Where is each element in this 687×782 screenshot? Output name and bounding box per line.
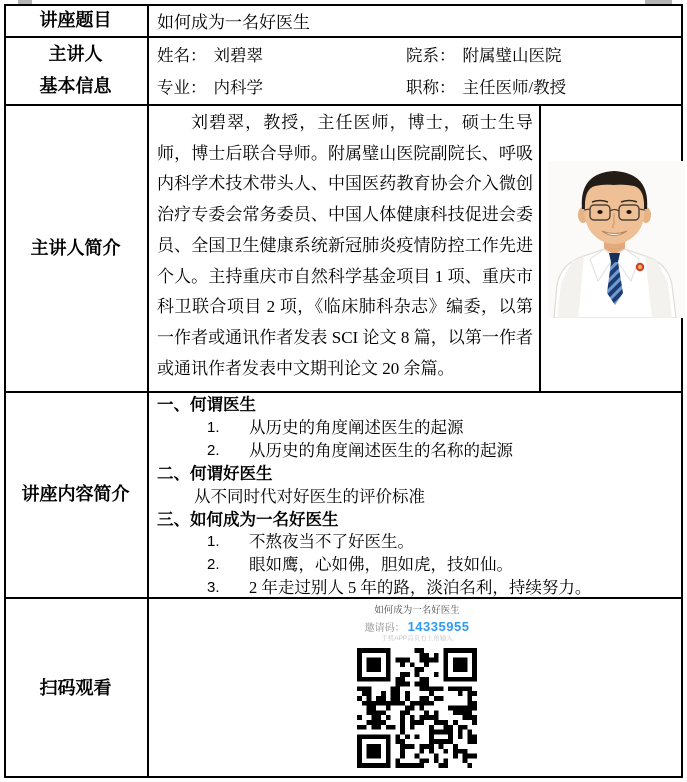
speaker-photo: [548, 161, 685, 318]
field-name: 姓名： 刘碧翠: [157, 46, 263, 65]
qr-section: [149, 597, 685, 778]
info-line-2: [149, 70, 683, 102]
outline-heading-1: 一、何谓医生: [157, 395, 256, 414]
outline-plain-item: 从不同时代对好医生的评价标准: [194, 486, 425, 506]
outline-item: 2. 从历史的角度阐述医生的名称的起源: [207, 440, 513, 460]
lecture-content-label: 讲座内容简介: [21, 484, 130, 504]
outline-item: 1. 从历史的角度阐述医生的起源: [207, 417, 464, 437]
lecture-title-label: 讲座题目: [39, 10, 112, 30]
outline-heading-2: 二、何谓好医生: [157, 463, 273, 483]
info-line-1: [149, 38, 683, 70]
invite-code-value: 14335955: [407, 619, 470, 634]
qr-lecture-title: 如何成为一名好医生: [374, 605, 460, 616]
speaker-photo-cell: [541, 106, 685, 391]
qr-hint-text: 手机APP首页右上角输入: [381, 635, 453, 642]
speaker-bio-label: 主讲人简介: [30, 237, 121, 258]
speaker-info-cell: [149, 36, 683, 104]
speaker-info-label: 主讲人 基本信息: [39, 44, 112, 96]
field-major: 专业： 内科学: [157, 78, 263, 97]
invite-code-line: 邀请码： 14335955: [364, 619, 470, 634]
qr-code: [357, 648, 477, 768]
field-department: 院系： 附属璧山医院: [406, 46, 562, 65]
scan-watch-label: 扫码观看: [39, 677, 112, 698]
field-title: 职称： 主任医师/教授: [406, 78, 567, 97]
lecture-content-cell: [149, 391, 685, 597]
outline-item: 1. 不熬夜当不了好医生。: [207, 532, 414, 552]
lecture-title-value: 如何成为一名好医生: [157, 12, 310, 32]
speaker-bio-text: 刘碧翠，教授，主任医师，博士，硕士生导师，博士后联合导师。附属璧山医院副院长、呼吸内科学术技术带头人、中国医药教育协会介入微创治疗专委会常务委员、中国人体健康科技促进会委员、全国卫生健康系统新冠肺炎疫情防控工作先进个人。主持重庆市自然科学基金项目 1 项、重庆市科卫联合项目 2 项，《临床肺科杂志》编委，以第一作者或通讯作者发表 SCI 论文 8 篇，以第一作者或通讯作者发表中文期刊论文 20 余篇。: [157, 113, 533, 378]
outline-item: 2. 眼如鹰，心如佛，胆如虎，技如仙。: [207, 555, 513, 575]
outline-item: 3. 2 年走过别人 5 年的路，淡泊名利，持续努力。: [207, 578, 592, 598]
outline-heading-3: 三、如何成为一名好医生: [157, 509, 339, 529]
